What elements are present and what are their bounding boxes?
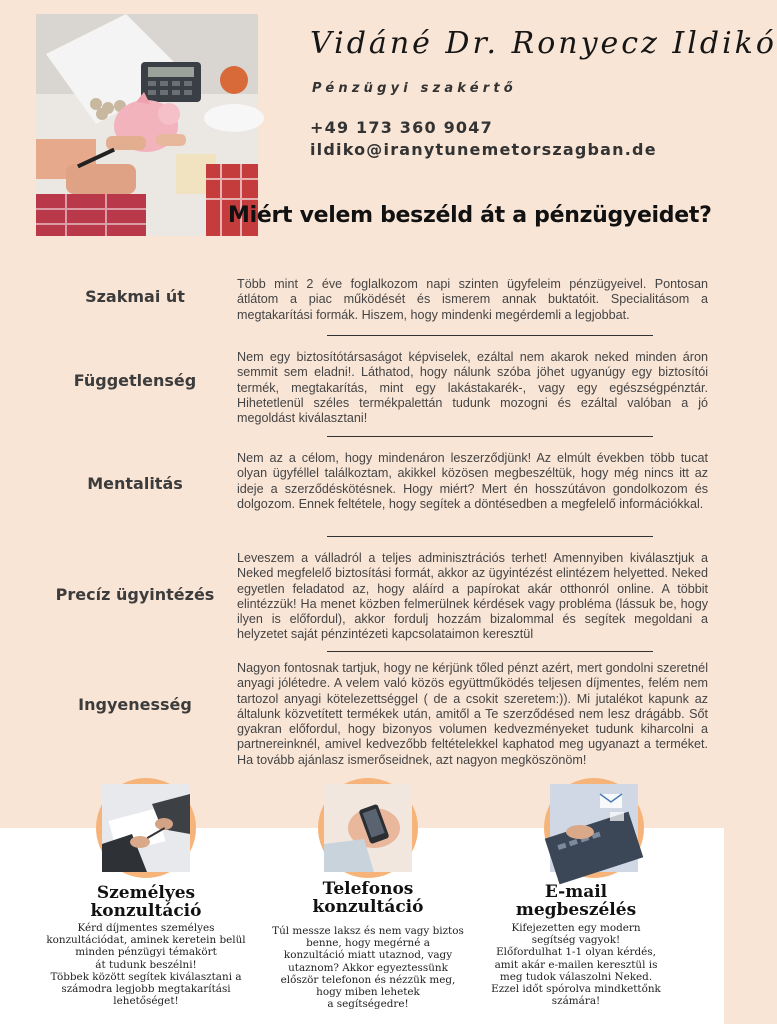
section-divider bbox=[327, 436, 653, 437]
section-title-mentalitas: Mentalitás bbox=[87, 474, 183, 493]
section-text-precíz-ugyintezes: Leveszem a válladról a teljes adminisztrációs terhet! Amennyiben kiválasztjuk a Neked megfelelő biztosítási formát, akkor az ügyintézést elintézem helyetted. Neked egyetlen feladatod az, hogy aláírd a papírokat akár otthonról online. A többit elintézzük! Ha menet közben felmerülnek kérdések vagy probléma (lássuk be, hogy ilyen is előfordul), akkor fordulj hozzám bizalommal és segítek megoldani a helyzetet saját pénzintézeti kapcsolataimon keresztül bbox=[237, 551, 708, 642]
section-divider bbox=[327, 536, 653, 537]
card-title-personal: Személyes konzultáció bbox=[90, 883, 202, 921]
section-title-ingyenesseg: Ingyenesség bbox=[78, 695, 192, 714]
email-address[interactable]: ildiko@iranytunemetorszagban.de bbox=[310, 140, 657, 159]
section-title-fuggetlenseg: Függetlenség bbox=[73, 371, 197, 390]
phone-consultation-photo bbox=[318, 778, 418, 878]
person-role: Pénzügyi szakértő bbox=[312, 81, 517, 96]
personal-consultation-photo bbox=[96, 778, 196, 878]
section-title-szakmai-ut: Szakmai út bbox=[85, 287, 185, 306]
section-divider bbox=[327, 335, 653, 336]
card-text-personal: Kérd díjmentes személyes konzultációdat, aminek keretein belül minden pénzügyi témakört át tudunk beszélni! Többek között segítek kiválasztani a számodra legjobb megtakarítási lehetőséget! bbox=[46, 922, 246, 1008]
section-text-szakmai-ut: Több mint 2 éve foglalkozom napi szinten ügyfeleim pénzügyeivel. Pontosan átlátom a piac működését és ismerem annak buktatóit. Specialitásom a megtakarítási formák. Hiszem, hogy mindenki megérdemli a legjobbat. bbox=[237, 277, 708, 322]
section-title-precíz-ugyintezes: Precíz ügyintézés bbox=[55, 585, 215, 604]
person-name: Vidáné Dr. Ronyecz Ildikó bbox=[310, 26, 777, 61]
card-text-phone: Túl messze laksz és nem vagy biztos benne, hogy megérné a konzultáció miatt utaznod, vagy utaznom? Akkor egyeztessünk először telefonon és nézzük meg, hogy miben lehetek a segítségedre! bbox=[272, 925, 464, 1011]
card-title-email: E-mail megbeszélés bbox=[515, 882, 637, 920]
section-text-fuggetlenseg: Nem egy biztosítótársaságot képviselek, ezáltal nem akarok neked minden áron semmit sem eladni!. Láthatod, hogy nálunk szóba jöhet ugyanúgy egy biztosítói termék, megtakarítás, mint egy lakástakarék-, vagy egy egészségpénztár. Hihetetlenül széles termékpalettán tudunk mozogni és ezáltal valóban a jó megoldást kiválasztani! bbox=[237, 350, 708, 426]
phone-number[interactable]: +49 173 360 9047 bbox=[310, 118, 493, 137]
hero-photo-piggy-bank bbox=[36, 14, 258, 236]
section-text-mentalitas: Nem az a célom, hogy mindenáron leszerződjünk! Az elmúlt években több tucat olyan ügyféllel találkoztam, akikkel közösen megbeszéltük, hogy még nincs itt az ideje a szerződéskötésnek. Hogy miért? Mert én hosszútávon gondolkozom és dolgozom. Ennek feltétele, hogy segítek a döntésedben a megfelelő információkkal. bbox=[237, 451, 708, 511]
card-title-phone: Telefonos konzultáció bbox=[312, 879, 424, 917]
page-headline: Miért velem beszéld át a pénzügyeidet? bbox=[228, 203, 712, 228]
section-text-ingyenesseg: Nagyon fontosnak tartjuk, hogy ne kérjünk tőled pénzt azért, mert gondolni szeretnél anyagi jólétedre. A velem való közös együttműködés teljesen díjmentes, felém nem tartozol anyagi kötelezettséggel ( de a csokit szeretem:)). Mi jutalékot kapunk az általunk közvetített termékek után, amitől a Te szerződésed nem lesz drágább. Sőt gyakran előfordul, hogy bizonyos volumen kedvezményeket tudunk kiharcolni a partnereinknél, amivel kedvezőbb feltételekkel kaphatod meg ugyanazt a terméket. Ha tovább ajánlasz ismerőseidnek, azt nagyon megköszönöm! bbox=[237, 661, 708, 767]
section-divider bbox=[327, 651, 653, 652]
card-text-email: Kifejezetten egy modern segítség vagyok! Előfordulhat 1-1 olyan kérdés, amit akár e-mailen keresztül is meg tudok válaszolni Neked. Ezzel időt spórolva mindkettőnk számára! bbox=[491, 922, 661, 1008]
email-consultation-photo bbox=[544, 778, 644, 878]
